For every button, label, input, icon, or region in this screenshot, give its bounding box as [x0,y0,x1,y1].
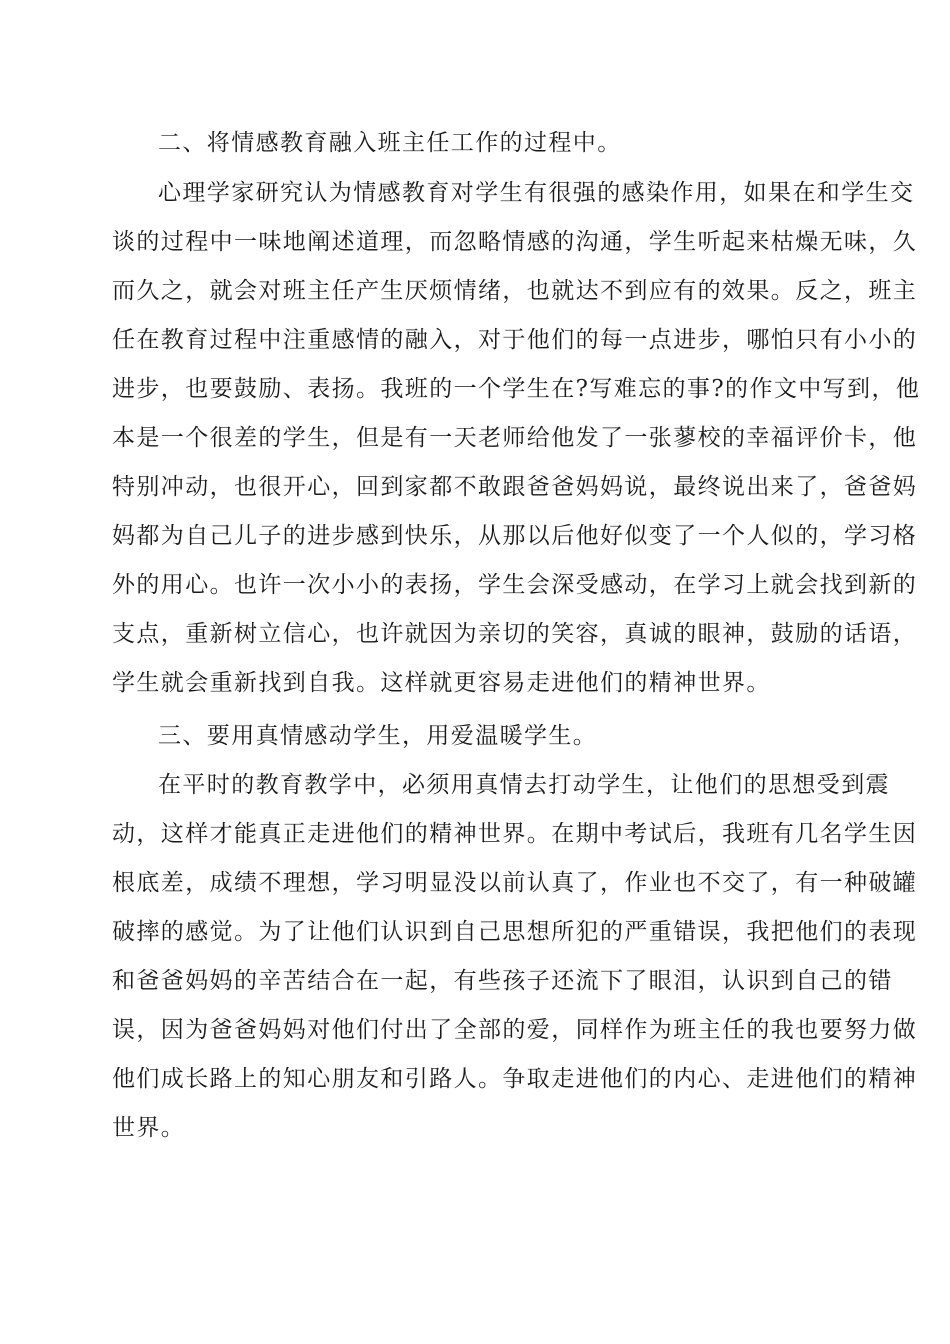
paragraph-line: 而久之，就会对班主任产生厌烦情绪，也就达不到应有的效果。反之，班主 [112,278,918,304]
paragraph-line: 进步，也要鼓励、表扬。我班的一个学生在?写难忘的事?的作文中写到，他 [112,376,921,402]
paragraph-line: 他们成长路上的知心朋友和引路人。争取走进他们的内心、走进他们的精神 [112,1066,918,1092]
paragraph-line: 谈的过程中一味地阐述道理，而忽略情感的沟通，学生听起来枯燥无味，久 [112,229,918,255]
section-heading-3: 三、要用真情感动学生，用爱温暖学生。 [158,723,598,749]
paragraph-line: 本是一个很差的学生，但是有一天老师给他发了一张蓼校的幸福评价卡，他 [112,425,918,451]
paragraph-line: 外的用心。也许一次小小的表扬，学生会深受感动，在学习上就会找到新的 [112,572,918,598]
document-body [112,0,921,1344]
paragraph-line: 在平时的教育教学中，必须用真情去打动学生，让他们的思想受到震 [158,772,890,798]
paragraph-line: 支点，重新树立信心，也许就因为亲切的笑容，真诚的眼神，鼓励的话语， [112,621,918,647]
paragraph-line: 破摔的感觉。为了让他们认识到自己思想所犯的严重错误，我把他们的表现 [112,919,918,945]
paragraph-line: 根底差，成绩不理想，学习明显没以前认真了，作业也不交了，有一种破罐 [112,870,918,896]
paragraph-line: 心理学家研究认为情感教育对学生有很强的感染作用，如果在和学生交 [158,180,915,206]
paragraph-line: 学生就会重新找到自我。这样就更容易走进他们的精神世界。 [112,670,771,696]
paragraph-line: 动，这样才能真正走进他们的精神世界。在期中考试后，我班有几名学生因 [112,821,918,847]
paragraph-line: 和爸爸妈妈的辛苦结合在一起，有些孩子还流下了眼泪，认识到自己的错 [112,968,893,994]
paragraph-line: 特别冲动，也很开心，回到家都不敢跟爸爸妈妈说，最终说出来了，爸爸妈 [112,474,918,500]
paragraph-line: 误，因为爸爸妈妈对他们付出了全部的爱，同样作为班主任的我也要努力做 [112,1017,918,1043]
paragraph-line: 世界。 [112,1115,186,1141]
section-heading-2: 二、将情感教育融入班主任工作的过程中。 [158,130,622,156]
paragraph-line: 妈都为自己儿子的进步感到快乐，从那以后他好似变了一个人似的，学习格 [112,523,918,549]
paragraph-line: 任在教育过程中注重感情的融入，对于他们的每一点进步，哪怕只有小小的 [112,327,918,353]
